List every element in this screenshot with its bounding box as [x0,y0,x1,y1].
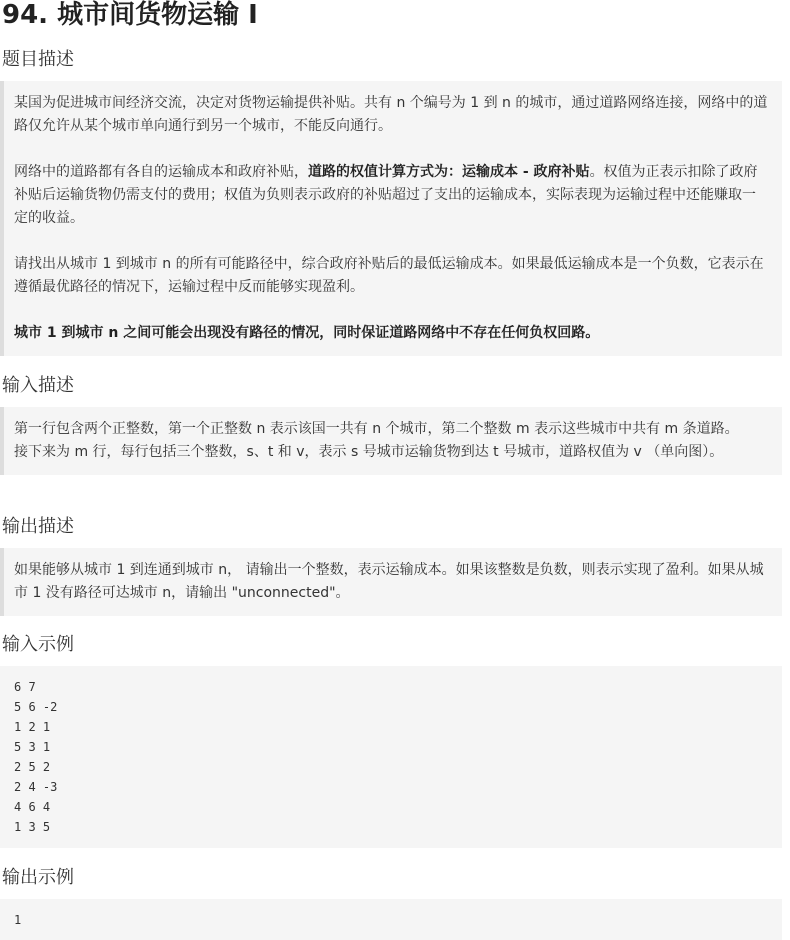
output-example-heading: 输出示例 [2,867,74,888]
output-block [0,548,782,616]
output-heading: 输出描述 [2,516,74,537]
description-p2-text-end: 。权值为正表示扣除了政府补贴后运输货物仍需支付的费用；权值为负则表示政府的补贴超过了支出的运输成本，实际表现为运输过程中还能赚取一定的收益。 [14,164,758,226]
input-line-1: 第一行包含两个正整数，第一个正整数 n 表示该国一共有 n 个城市，第二个整数 m 表示这些城市中共有 m 条道路。 [14,421,739,437]
code-line: 2 4 -3 [14,780,58,794]
output-example-code [0,899,782,940]
code-line: 5 3 1 [14,740,51,754]
code-line: 2 5 2 [14,760,51,774]
input-example-heading: 输入示例 [2,634,74,655]
description-paragraph-4 [14,322,768,345]
output-text: 如果能够从城市 1 到连通到城市 n， 请输出一个整数，表示运输成本。如果该整数是负数，则表示实现了盈利。如果从城市 1 没有路径可达城市 n，请输出 "unconnected"。 [14,562,764,601]
input-example-code [0,666,782,848]
no-path-note: 城市 1 到城市 n 之间可能会出现没有路径的情况，同时保证道路网络中不存在任何负权回路。 [14,325,600,341]
code-line: 1 3 5 [14,820,51,834]
description-heading: 题目描述 [2,49,74,70]
code-line: 6 7 [14,680,36,694]
description-p2-text-start: 网络中的道路都有各自的运输成本和政府补贴， [14,164,308,180]
input-heading: 输入描述 [2,375,74,396]
description-paragraph-3: 请找出从城市 1 到城市 n 的所有可能路径中，综合政府补贴后的最低运输成本。如果最低运输成本是一个负数，它表示在遵循最优路径的情况下，运输过程中反而能够实现盈利。 [14,256,764,295]
description-paragraph-1: 某国为促进城市间经济交流，决定对货物运输提供补贴。共有 n 个编号为 1 到 n 的城市，通过道路网络连接，网络中的道路仅允许从某个城市单向通行到另一个城市，不能反向通行。 [14,95,768,134]
description-paragraph-2 [14,161,768,230]
input-block [0,407,782,475]
code-line: 4 6 4 [14,800,51,814]
code-line: 5 6 -2 [14,700,58,714]
weight-formula: 道路的权值计算方式为：运输成本 - 政府补贴 [308,164,590,180]
code-line: 1 2 1 [14,720,51,734]
problem-title: 94. 城市间货物运输 I [2,0,258,30]
description-block [0,81,782,356]
code-line: 1 [14,913,22,927]
input-line-2: 接下来为 m 行，每行包括三个整数，s、t 和 v，表示 s 号城市运输货物到达 t 号城市，道路权值为 v （单向图）。 [14,444,724,460]
